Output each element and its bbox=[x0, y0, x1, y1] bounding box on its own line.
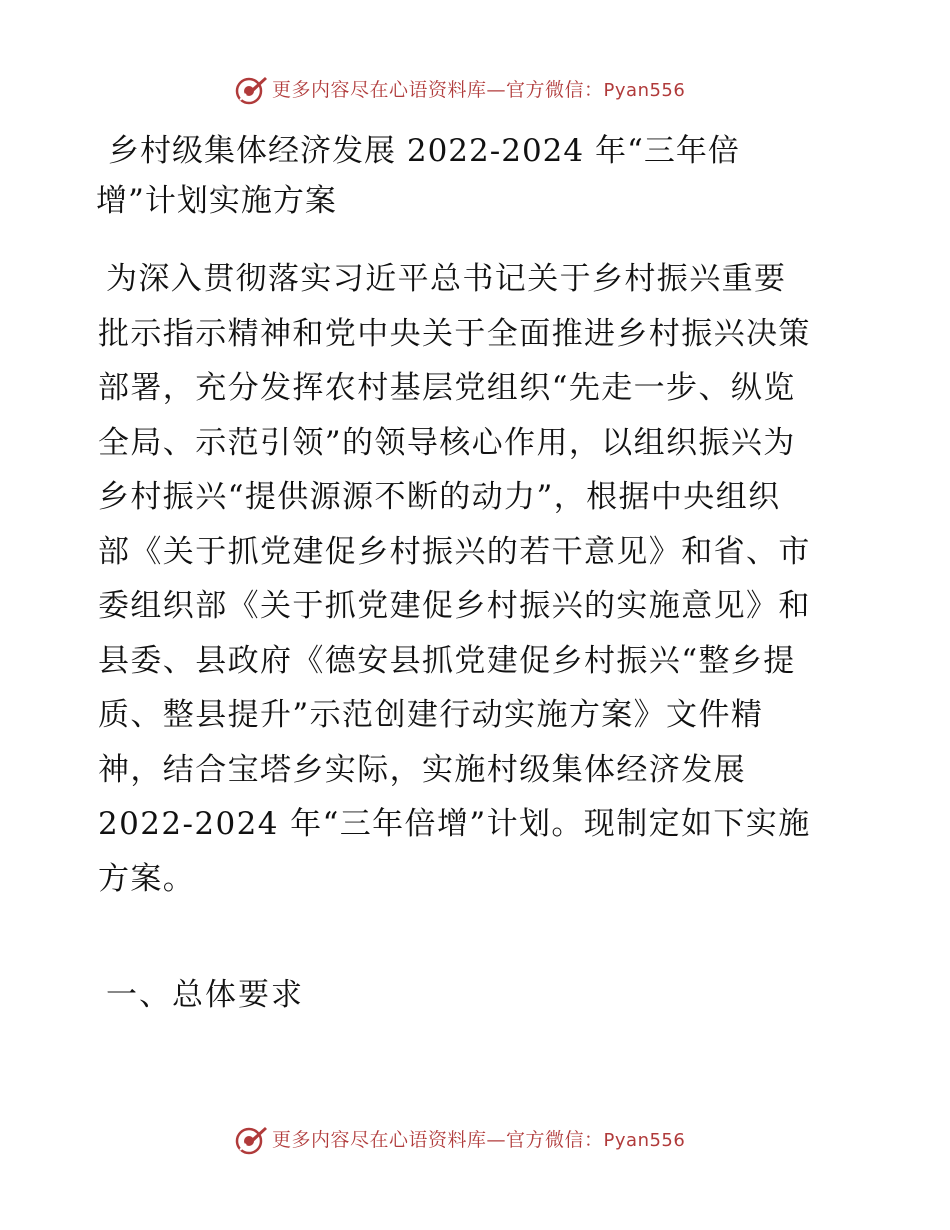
document-paragraph bbox=[98, 252, 858, 906]
paragraph-line: 质、整县提升”示范创建行动实施方案》文件精 bbox=[98, 697, 764, 733]
watermark-wechat-id: Pyan556 bbox=[603, 80, 686, 101]
paragraph-line: 方案。 bbox=[98, 860, 196, 897]
paragraph-line: 2022-2024 年“三年倍增”计划。现制定如下实施 bbox=[98, 806, 811, 842]
paragraph-line: 神，结合宝塔乡实际，实施村级集体经济发展 bbox=[98, 751, 746, 788]
document-title bbox=[96, 126, 856, 226]
title-line: 乡村级集体经济发展 2022-2024 年“三年倍 bbox=[108, 133, 740, 169]
paragraph-line: 部署，充分发挥农村基层党组织“先走一步、纵览 bbox=[98, 370, 796, 406]
paragraph-line: 为深入贯彻落实习近平总书记关于乡村振兴重要 bbox=[106, 261, 787, 297]
section-heading: 一、总体要求 bbox=[106, 977, 304, 1013]
quill-seal-icon bbox=[234, 74, 268, 106]
watermark-wechat-label: 官方微信： bbox=[506, 1129, 604, 1151]
paragraph-line: 部《关于抓党建促乡村振兴的若干意见》和省、市 bbox=[98, 533, 811, 570]
watermark-dash: — bbox=[486, 79, 507, 101]
watermark-text bbox=[272, 78, 685, 103]
paragraph-line: 全局、示范引领”的领导核心作用，以组织振兴为 bbox=[98, 424, 796, 461]
paragraph-line: 委组织部《关于抓党建促乡村振兴的实施意见》和 bbox=[98, 588, 811, 624]
quill-seal-icon bbox=[234, 1124, 268, 1156]
paragraph-line: 乡村振兴“提供源源不断的动力”，根据中央组织 bbox=[98, 479, 781, 515]
paragraph-line: 批示指示精神和党中央关于全面推进乡村振兴决策 bbox=[98, 315, 811, 352]
watermark-banner-top bbox=[0, 70, 950, 110]
watermark-dash: — bbox=[486, 1129, 507, 1151]
title-line: 增”计划实施方案 bbox=[96, 183, 337, 219]
paragraph-line: 县委、县政府《德安县抓党建促乡村振兴“整乡提 bbox=[98, 642, 796, 679]
watermark-site-name: 更多内容尽在心语资料库 bbox=[272, 1129, 487, 1151]
watermark-site-name: 更多内容尽在心语资料库 bbox=[272, 79, 487, 101]
watermark-text bbox=[272, 1128, 685, 1153]
watermark-wechat-label: 官方微信： bbox=[506, 79, 604, 101]
watermark-banner-bottom bbox=[0, 1120, 950, 1160]
watermark-wechat-id: Pyan556 bbox=[603, 1130, 686, 1151]
